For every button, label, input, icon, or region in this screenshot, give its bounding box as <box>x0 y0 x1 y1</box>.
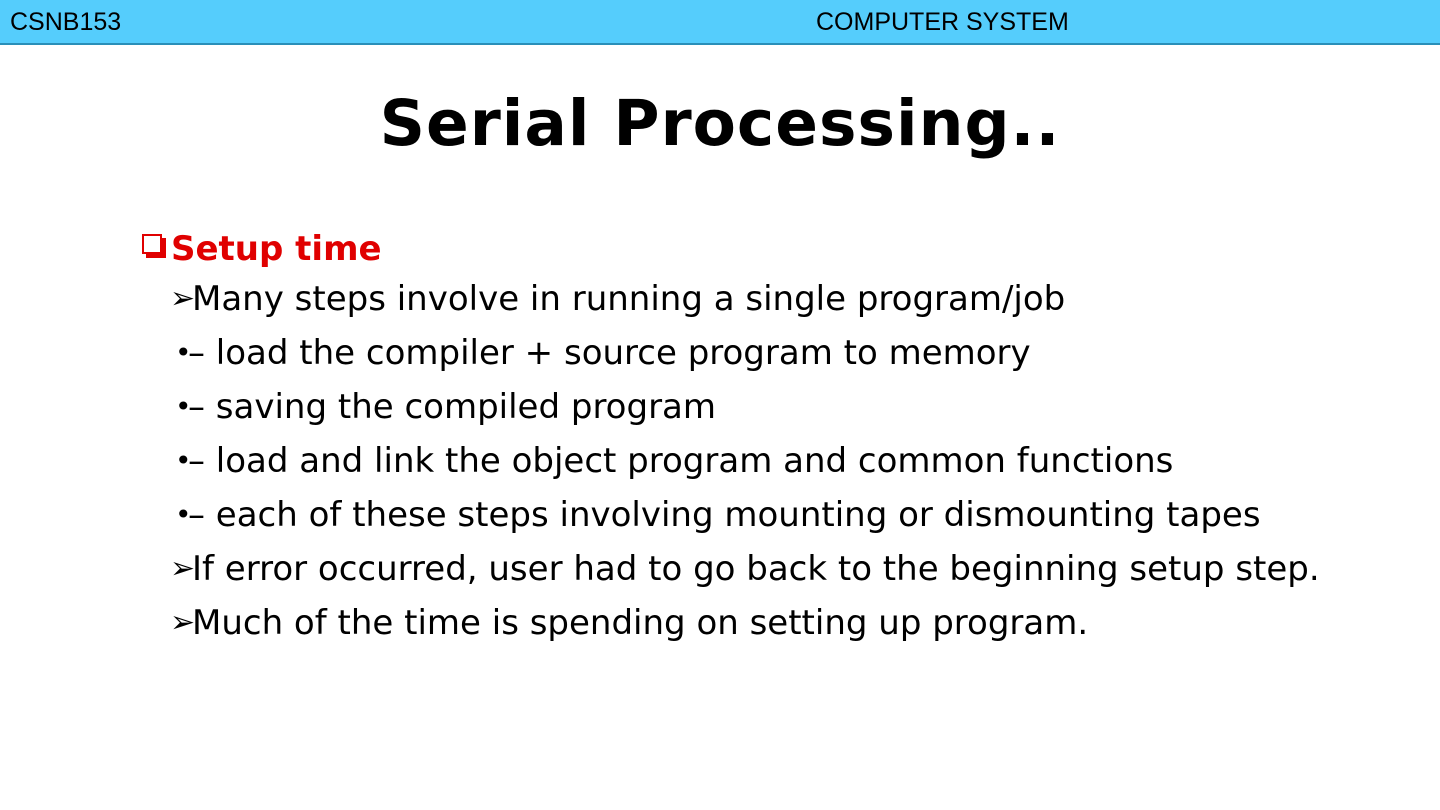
bullet-text: Many steps involve in running a single program/job <box>192 279 1066 319</box>
sub-bullet-text: – load the compiler + source program to memory <box>188 333 1031 373</box>
dot-bullet-icon: • <box>175 444 192 477</box>
arrow-bullet-icon: ➢ <box>170 281 196 316</box>
section-heading: Setup time <box>171 229 382 269</box>
course-code: CSNB153 <box>10 8 122 36</box>
header-bar <box>0 0 1440 45</box>
sub-bullet-line <box>142 326 1031 380</box>
bullet-text: Much of the time is spending on setting up program. <box>192 603 1089 643</box>
square-bullet-icon <box>142 234 162 254</box>
arrow-bullet-icon: ➢ <box>170 605 196 640</box>
dot-bullet-icon: • <box>175 390 192 423</box>
section-heading-row <box>142 226 382 272</box>
bullet-line <box>142 272 1066 326</box>
arrow-bullet-icon: ➢ <box>170 551 196 586</box>
sub-bullet-text: – saving the compiled program <box>188 387 716 427</box>
bullet-text: If error occurred, user had to go back to the beginning setup step. <box>192 549 1320 589</box>
bullet-line <box>142 596 1089 650</box>
sub-bullet-line <box>142 488 1261 542</box>
slide-title: Serial Processing.. <box>379 87 1061 160</box>
sub-bullet-line <box>142 380 716 434</box>
sub-bullet-text: – each of these steps involving mounting or dismounting tapes <box>188 495 1261 535</box>
dot-bullet-icon: • <box>175 498 192 531</box>
slide-content <box>142 226 1320 650</box>
sub-bullet-text: – load and link the object program and common functions <box>188 441 1174 481</box>
course-name: COMPUTER SYSTEM <box>816 8 1069 36</box>
dot-bullet-icon: • <box>175 336 192 369</box>
bullet-line <box>142 542 1320 596</box>
sub-bullet-line <box>142 434 1174 488</box>
